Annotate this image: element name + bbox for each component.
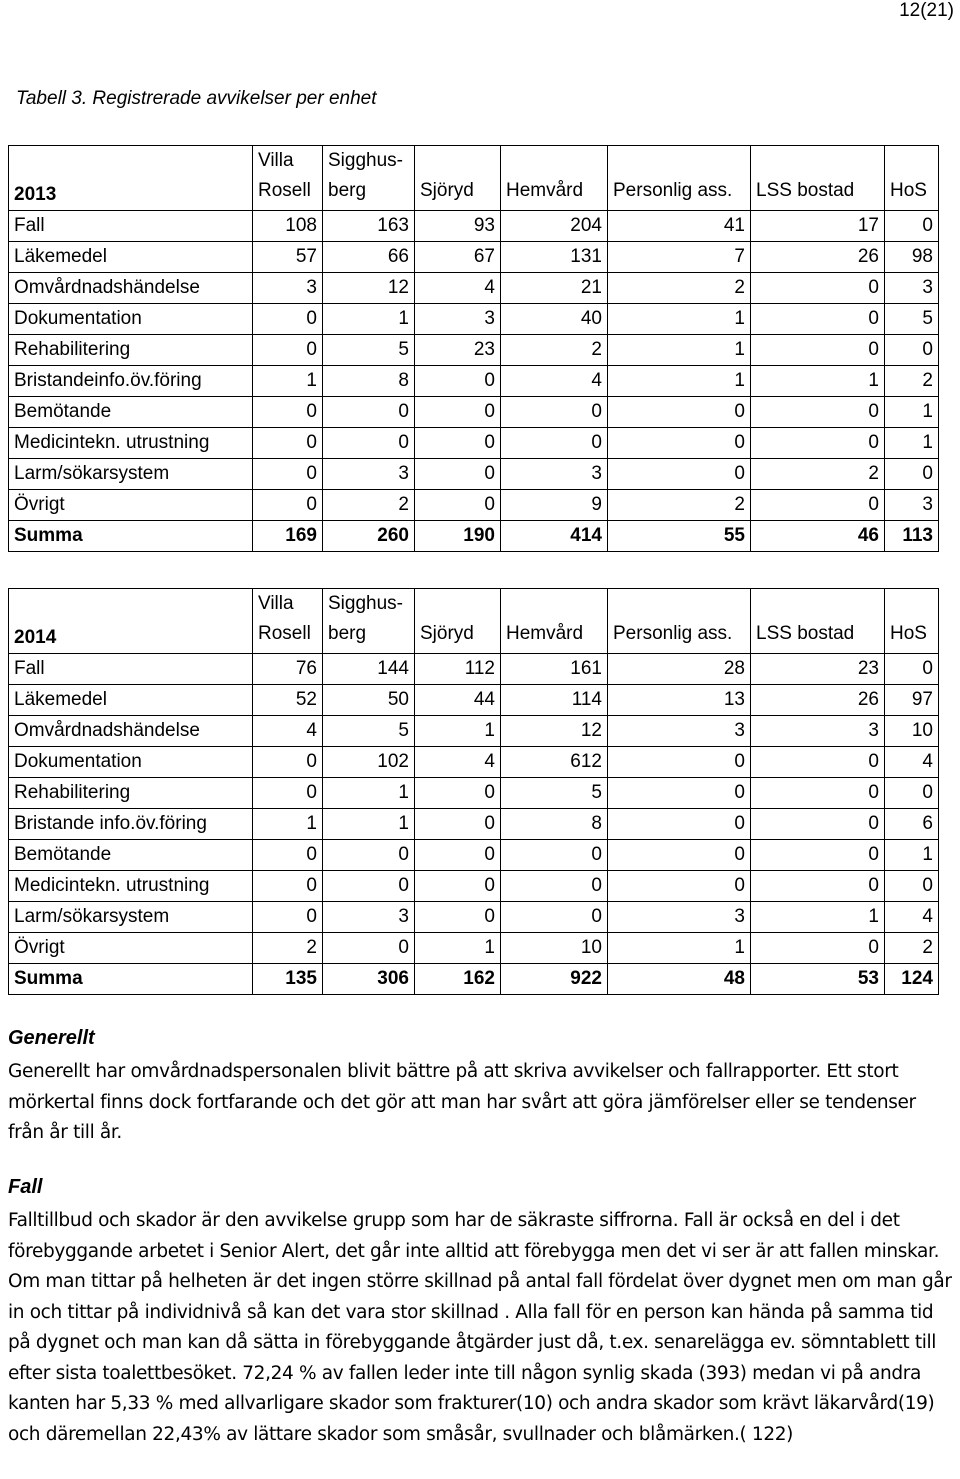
- table-cell: 169: [253, 521, 323, 552]
- row-label: Övrigt: [9, 490, 253, 521]
- row-label: Dokumentation: [9, 304, 253, 335]
- table-cell: 8: [323, 366, 415, 397]
- table-cell: 26: [751, 685, 885, 716]
- section-text-generellt: Generellt har omvårdnadspersonalen blivit bättre på att skriva avvikelser och fallrapporter. Ett stort mörkertal finns dock fortfarande och det gör att man har svårt att göra jämförelser eller se tendenser från år till år.: [8, 1061, 916, 1143]
- row-label: Läkemedel: [9, 685, 253, 716]
- table-cell: 0: [323, 397, 415, 428]
- table-cell: 93: [415, 211, 501, 242]
- table-cell: 4: [415, 747, 501, 778]
- column-header-line2: HoS: [890, 180, 927, 201]
- table-cell: 0: [415, 778, 501, 809]
- table-row: [9, 685, 939, 716]
- table-cell: 41: [608, 211, 751, 242]
- table-cell: 1: [323, 304, 415, 335]
- table-row: [9, 428, 939, 459]
- table-cell: 3: [885, 490, 939, 521]
- table-cell: 5: [501, 778, 608, 809]
- column-header-line2: berg: [328, 180, 367, 201]
- table-cell: 0: [323, 840, 415, 871]
- table-cell: 0: [415, 809, 501, 840]
- table-cell: 0: [415, 428, 501, 459]
- row-label: Bemötande: [9, 397, 253, 428]
- table-cell: 4: [253, 716, 323, 747]
- table-cell: 23: [415, 335, 501, 366]
- table-cell: 26: [751, 242, 885, 273]
- table-cell: 5: [885, 304, 939, 335]
- row-label: Dokumentation: [9, 747, 253, 778]
- table-cell: 0: [415, 397, 501, 428]
- table-row: [9, 654, 939, 685]
- column-header-line2: Rosell: [258, 180, 311, 201]
- table-header-row: [9, 589, 939, 654]
- table-row: [9, 397, 939, 428]
- table-cell: 0: [885, 335, 939, 366]
- row-label: Övrigt: [9, 933, 253, 964]
- table-cell: 0: [885, 459, 939, 490]
- table-cell: 23: [751, 654, 885, 685]
- column-header: [501, 589, 608, 654]
- table-cell: 5: [323, 335, 415, 366]
- section-text-fall: Falltillbud och skador är den avvikelse grupp som har de säkraste siffrorna. Fall är också en del i det förebyggande arbetet i Senior Alert, det går inte alltid att förebygga men det vi ser är att fallen minskar. Om man tittar på helheten är det ingen större skillnad på antal fall fördelat över dygnet men om man går in och tittar på individnivå så kan det vara stor skillnad . Alla fall för en person kan hända på samma tid på dygnet och man kan då sätta in förebyggande åtgärder just då, t.ex. senarelägga ev. sömntablett till efter sista toalettbesöket. 72,24 % av fallen leder inte till någon synlig skada (393) medan vi på andra kanten har 5,33 % med allvarligare skador som frakturer(10) och andra skador som krävt läkarvård(19) och däremellan 22,43% av lättare skador som småsår, svullnader och blåmärken.( 122): [8, 1210, 952, 1445]
- table-cell: 102: [323, 747, 415, 778]
- row-label: Summa: [9, 521, 253, 552]
- table-cell: 0: [253, 397, 323, 428]
- table-cell: 0: [501, 871, 608, 902]
- section-heading-generellt: Generellt: [8, 1027, 95, 1049]
- row-label: Omvårdnadshändelse: [9, 716, 253, 747]
- column-header-line2: Sjöryd: [420, 623, 474, 644]
- table-cell: 3: [751, 716, 885, 747]
- table-cell: 0: [415, 840, 501, 871]
- table-cell: 3: [885, 273, 939, 304]
- column-header-line2: LSS bostad: [756, 180, 855, 201]
- column-header: [501, 146, 608, 211]
- table-cell: 2: [885, 933, 939, 964]
- column-header: [885, 146, 939, 211]
- table-cell: 0: [751, 809, 885, 840]
- table-cell: 9: [501, 490, 608, 521]
- table-cell: 1: [608, 304, 751, 335]
- table-cell: 0: [751, 304, 885, 335]
- table-row: [9, 902, 939, 933]
- table-cell: 144: [323, 654, 415, 685]
- table-2013: [8, 145, 939, 552]
- table-cell: 3: [501, 459, 608, 490]
- table-row: [9, 490, 939, 521]
- table-cell: 0: [415, 366, 501, 397]
- table-cell: 0: [415, 902, 501, 933]
- table-cell: 21: [501, 273, 608, 304]
- table-cell: 0: [751, 747, 885, 778]
- column-header: [885, 589, 939, 654]
- table-cell: 44: [415, 685, 501, 716]
- table-cell: 0: [608, 840, 751, 871]
- table-year: 2013: [9, 146, 253, 211]
- table-cell: 0: [253, 840, 323, 871]
- table-sum-row: [9, 964, 939, 995]
- table-cell: 1: [885, 428, 939, 459]
- table-row: [9, 304, 939, 335]
- table-cell: 1: [608, 335, 751, 366]
- table-cell: 4: [885, 902, 939, 933]
- table-cell: 1: [415, 933, 501, 964]
- table-cell: 260: [323, 521, 415, 552]
- table-cell: 6: [885, 809, 939, 840]
- table-row: [9, 809, 939, 840]
- table-cell: 17: [751, 211, 885, 242]
- table-cell: 50: [323, 685, 415, 716]
- table-cell: 108: [253, 211, 323, 242]
- row-label: Larm/sökarsystem: [9, 459, 253, 490]
- row-label: Bristande info.öv.föring: [9, 809, 253, 840]
- table-row: [9, 840, 939, 871]
- table-cell: 0: [608, 747, 751, 778]
- table-cell: 0: [751, 778, 885, 809]
- table-cell: 306: [323, 964, 415, 995]
- row-label: Bristandeinfo.öv.föring: [9, 366, 253, 397]
- row-label: Rehabilitering: [9, 335, 253, 366]
- table-cell: 4: [501, 366, 608, 397]
- table-cell: 3: [415, 304, 501, 335]
- table-row: [9, 459, 939, 490]
- table-cell: 0: [751, 840, 885, 871]
- row-label: Summa: [9, 964, 253, 995]
- table-cell: 57: [253, 242, 323, 273]
- table-cell: 0: [751, 273, 885, 304]
- table-cell: 0: [501, 840, 608, 871]
- table-cell: 46: [751, 521, 885, 552]
- table-cell: 2: [608, 490, 751, 521]
- table-sum-row: [9, 521, 939, 552]
- column-header-line2: HoS: [890, 623, 927, 644]
- table-row: [9, 747, 939, 778]
- table-cell: 1: [323, 778, 415, 809]
- table-cell: 113: [885, 521, 939, 552]
- table-cell: 112: [415, 654, 501, 685]
- table-cell: 66: [323, 242, 415, 273]
- table-cell: 0: [751, 490, 885, 521]
- column-header: [415, 146, 501, 211]
- table-cell: 2: [608, 273, 751, 304]
- column-header-line1: Sigghus-: [328, 593, 403, 614]
- table-cell: 3: [608, 716, 751, 747]
- table-cell: 1: [415, 716, 501, 747]
- table-cell: 48: [608, 964, 751, 995]
- table-cell: 0: [253, 304, 323, 335]
- table-cell: 0: [253, 747, 323, 778]
- table-cell: 414: [501, 521, 608, 552]
- table-cell: 52: [253, 685, 323, 716]
- table-cell: 1: [253, 366, 323, 397]
- table-cell: 2: [253, 933, 323, 964]
- column-header: [415, 589, 501, 654]
- table-cell: 2: [885, 366, 939, 397]
- column-header-line2: Sjöryd: [420, 180, 474, 201]
- table-cell: 1: [751, 366, 885, 397]
- table-row: [9, 242, 939, 273]
- table-cell: 55: [608, 521, 751, 552]
- column-header-line1: Villa: [258, 150, 294, 171]
- table-cell: 124: [885, 964, 939, 995]
- column-header-line2: LSS bostad: [756, 623, 855, 644]
- column-header-line2: Hemvård: [506, 623, 584, 644]
- table-cell: 114: [501, 685, 608, 716]
- row-label: Medicintekn. utrustning: [9, 871, 253, 902]
- table-cell: 12: [323, 273, 415, 304]
- row-label: Bemötande: [9, 840, 253, 871]
- table-cell: 28: [608, 654, 751, 685]
- column-header-line2: Hemvård: [506, 180, 584, 201]
- table-cell: 4: [885, 747, 939, 778]
- table-cell: 135: [253, 964, 323, 995]
- table-year: 2014: [9, 589, 253, 654]
- row-label: Medicintekn. utrustning: [9, 428, 253, 459]
- table-cell: 0: [608, 809, 751, 840]
- table-2014: [8, 588, 939, 995]
- row-label: Fall: [9, 654, 253, 685]
- table-cell: 0: [501, 397, 608, 428]
- table-cell: 0: [415, 490, 501, 521]
- table-cell: 53: [751, 964, 885, 995]
- table-cell: 0: [253, 902, 323, 933]
- table-cell: 0: [751, 933, 885, 964]
- table-cell: 0: [323, 871, 415, 902]
- table-row: [9, 778, 939, 809]
- table-cell: 0: [885, 778, 939, 809]
- column-header-line2: Personlig ass.: [613, 623, 733, 644]
- table-cell: 0: [253, 459, 323, 490]
- row-label: Rehabilitering: [9, 778, 253, 809]
- table-cell: 0: [253, 335, 323, 366]
- table-cell: 1: [751, 902, 885, 933]
- table-cell: 204: [501, 211, 608, 242]
- table-cell: 10: [501, 933, 608, 964]
- table-caption: Tabell 3. Registrerade avvikelser per enhet: [16, 88, 377, 109]
- table-cell: 0: [885, 871, 939, 902]
- table-cell: 10: [885, 716, 939, 747]
- table-cell: 8: [501, 809, 608, 840]
- table-cell: 0: [608, 428, 751, 459]
- table-row: [9, 716, 939, 747]
- table-cell: 922: [501, 964, 608, 995]
- table-cell: 162: [415, 964, 501, 995]
- table-cell: 1: [885, 840, 939, 871]
- table-cell: 7: [608, 242, 751, 273]
- table-cell: 0: [415, 459, 501, 490]
- row-label: Larm/sökarsystem: [9, 902, 253, 933]
- table-cell: 612: [501, 747, 608, 778]
- table-cell: 0: [253, 871, 323, 902]
- table-cell: 3: [323, 902, 415, 933]
- table-cell: 1: [608, 366, 751, 397]
- column-header: [253, 589, 323, 654]
- table-cell: 0: [501, 428, 608, 459]
- table-cell: 0: [608, 397, 751, 428]
- table-cell: 67: [415, 242, 501, 273]
- column-header: [751, 589, 885, 654]
- table-cell: 76: [253, 654, 323, 685]
- table-cell: 0: [885, 211, 939, 242]
- column-header-line2: berg: [328, 623, 367, 644]
- table-cell: 161: [501, 654, 608, 685]
- section-heading-fall: Fall: [8, 1176, 43, 1198]
- table-row: [9, 273, 939, 304]
- table-cell: 163: [323, 211, 415, 242]
- table-row: [9, 933, 939, 964]
- table-cell: 1: [253, 809, 323, 840]
- table-cell: 3: [323, 459, 415, 490]
- column-header: [323, 146, 415, 211]
- table-cell: 0: [608, 459, 751, 490]
- table-cell: 2: [501, 335, 608, 366]
- page-number: 12(21): [899, 0, 954, 21]
- table-cell: 13: [608, 685, 751, 716]
- table-cell: 0: [501, 902, 608, 933]
- table-cell: 1: [608, 933, 751, 964]
- table-cell: 12: [501, 716, 608, 747]
- table-cell: 4: [415, 273, 501, 304]
- table-cell: 0: [323, 933, 415, 964]
- table-cell: 0: [253, 428, 323, 459]
- table-header-row: [9, 146, 939, 211]
- table-cell: 190: [415, 521, 501, 552]
- column-header-line2: Personlig ass.: [613, 180, 733, 201]
- row-label: Läkemedel: [9, 242, 253, 273]
- table-cell: 2: [323, 490, 415, 521]
- table-cell: 0: [253, 490, 323, 521]
- column-header: [253, 146, 323, 211]
- table-row: [9, 335, 939, 366]
- table-row: [9, 871, 939, 902]
- table-cell: 0: [751, 428, 885, 459]
- column-header-line1: Sigghus-: [328, 150, 403, 171]
- table-row: [9, 211, 939, 242]
- table-cell: 1: [885, 397, 939, 428]
- row-label: Omvårdnadshändelse: [9, 273, 253, 304]
- column-header-line1: Villa: [258, 593, 294, 614]
- table-cell: 1: [323, 809, 415, 840]
- column-header: [608, 146, 751, 211]
- table-cell: 0: [253, 778, 323, 809]
- table-cell: 0: [751, 335, 885, 366]
- column-header: [608, 589, 751, 654]
- table-cell: 0: [415, 871, 501, 902]
- table-row: [9, 366, 939, 397]
- table-cell: 131: [501, 242, 608, 273]
- table-cell: 0: [323, 428, 415, 459]
- table-cell: 40: [501, 304, 608, 335]
- table-cell: 0: [608, 871, 751, 902]
- column-header-line2: Rosell: [258, 623, 311, 644]
- column-header: [323, 589, 415, 654]
- column-header: [751, 146, 885, 211]
- table-cell: 3: [253, 273, 323, 304]
- table-cell: 0: [885, 654, 939, 685]
- table-cell: 5: [323, 716, 415, 747]
- table-cell: 0: [751, 397, 885, 428]
- table-cell: 2: [751, 459, 885, 490]
- row-label: Fall: [9, 211, 253, 242]
- table-cell: 98: [885, 242, 939, 273]
- table-cell: 0: [608, 778, 751, 809]
- table-cell: 97: [885, 685, 939, 716]
- table-cell: 3: [608, 902, 751, 933]
- table-cell: 0: [751, 871, 885, 902]
